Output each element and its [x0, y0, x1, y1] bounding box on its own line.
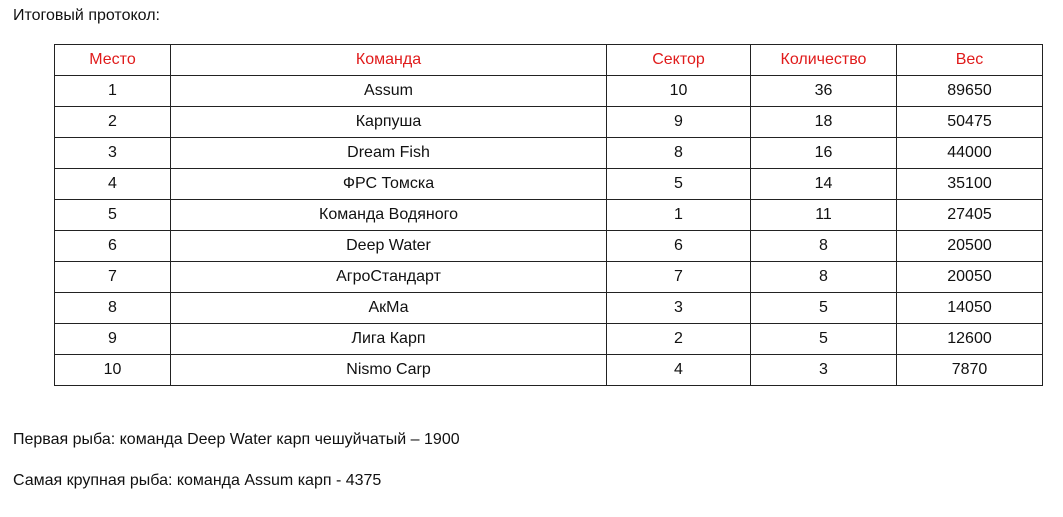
- cell-count: 3: [751, 355, 897, 386]
- cell-sector: 8: [607, 138, 751, 169]
- table-row: [55, 200, 1043, 231]
- table-row: [55, 169, 1043, 200]
- page-title: Итоговый протокол:: [13, 7, 160, 24]
- column-header-sector: Сектор: [607, 45, 751, 76]
- cell-place: 7: [55, 262, 171, 293]
- cell-sector: 3: [607, 293, 751, 324]
- results-table: [54, 44, 1043, 386]
- column-header-place: Место: [55, 45, 171, 76]
- cell-team: Карпуша: [171, 107, 607, 138]
- cell-weight: 7870: [897, 355, 1043, 386]
- table-row: [55, 262, 1043, 293]
- cell-count: 18: [751, 107, 897, 138]
- cell-place: 10: [55, 355, 171, 386]
- cell-sector: 10: [607, 76, 751, 107]
- cell-sector: 5: [607, 169, 751, 200]
- column-header-team: Команда: [171, 45, 607, 76]
- cell-team: Dream Fish: [171, 138, 607, 169]
- table-row: [55, 138, 1043, 169]
- cell-weight: 89650: [897, 76, 1043, 107]
- cell-weight: 14050: [897, 293, 1043, 324]
- cell-count: 8: [751, 231, 897, 262]
- cell-team: АкМа: [171, 293, 607, 324]
- cell-weight: 20500: [897, 231, 1043, 262]
- cell-place: 8: [55, 293, 171, 324]
- table-row: [55, 76, 1043, 107]
- cell-sector: 9: [607, 107, 751, 138]
- cell-count: 16: [751, 138, 897, 169]
- table-row: [55, 107, 1043, 138]
- cell-team: АгроСтандарт: [171, 262, 607, 293]
- cell-count: 5: [751, 324, 897, 355]
- cell-count: 14: [751, 169, 897, 200]
- column-header-weight: Вес: [897, 45, 1043, 76]
- cell-place: 4: [55, 169, 171, 200]
- table-row: [55, 231, 1043, 262]
- cell-place: 5: [55, 200, 171, 231]
- cell-weight: 44000: [897, 138, 1043, 169]
- cell-count: 5: [751, 293, 897, 324]
- cell-weight: 27405: [897, 200, 1043, 231]
- cell-team: Nismo Carp: [171, 355, 607, 386]
- cell-place: 9: [55, 324, 171, 355]
- cell-weight: 35100: [897, 169, 1043, 200]
- cell-count: 11: [751, 200, 897, 231]
- biggest-fish-note: Самая крупная рыба: команда Assum карп - 4375: [13, 472, 382, 489]
- cell-team: Лига Карп: [171, 324, 607, 355]
- table-row: [55, 324, 1043, 355]
- cell-team: Deep Water: [171, 231, 607, 262]
- cell-count: 36: [751, 76, 897, 107]
- table-row: [55, 355, 1043, 386]
- cell-place: 6: [55, 231, 171, 262]
- cell-place: 2: [55, 107, 171, 138]
- cell-team: Assum: [171, 76, 607, 107]
- cell-place: 3: [55, 138, 171, 169]
- cell-sector: 4: [607, 355, 751, 386]
- table-row: [55, 293, 1043, 324]
- cell-weight: 12600: [897, 324, 1043, 355]
- cell-weight: 20050: [897, 262, 1043, 293]
- cell-sector: 7: [607, 262, 751, 293]
- cell-sector: 1: [607, 200, 751, 231]
- column-header-count: Количество: [751, 45, 897, 76]
- cell-sector: 2: [607, 324, 751, 355]
- cell-team: ФРС Томска: [171, 169, 607, 200]
- cell-count: 8: [751, 262, 897, 293]
- cell-team: Команда Водяного: [171, 200, 607, 231]
- cell-weight: 50475: [897, 107, 1043, 138]
- first-fish-note: Первая рыба: команда Deep Water карп чешуйчатый – 1900: [13, 431, 460, 448]
- table-header-row: [55, 45, 1043, 76]
- cell-place: 1: [55, 76, 171, 107]
- cell-sector: 6: [607, 231, 751, 262]
